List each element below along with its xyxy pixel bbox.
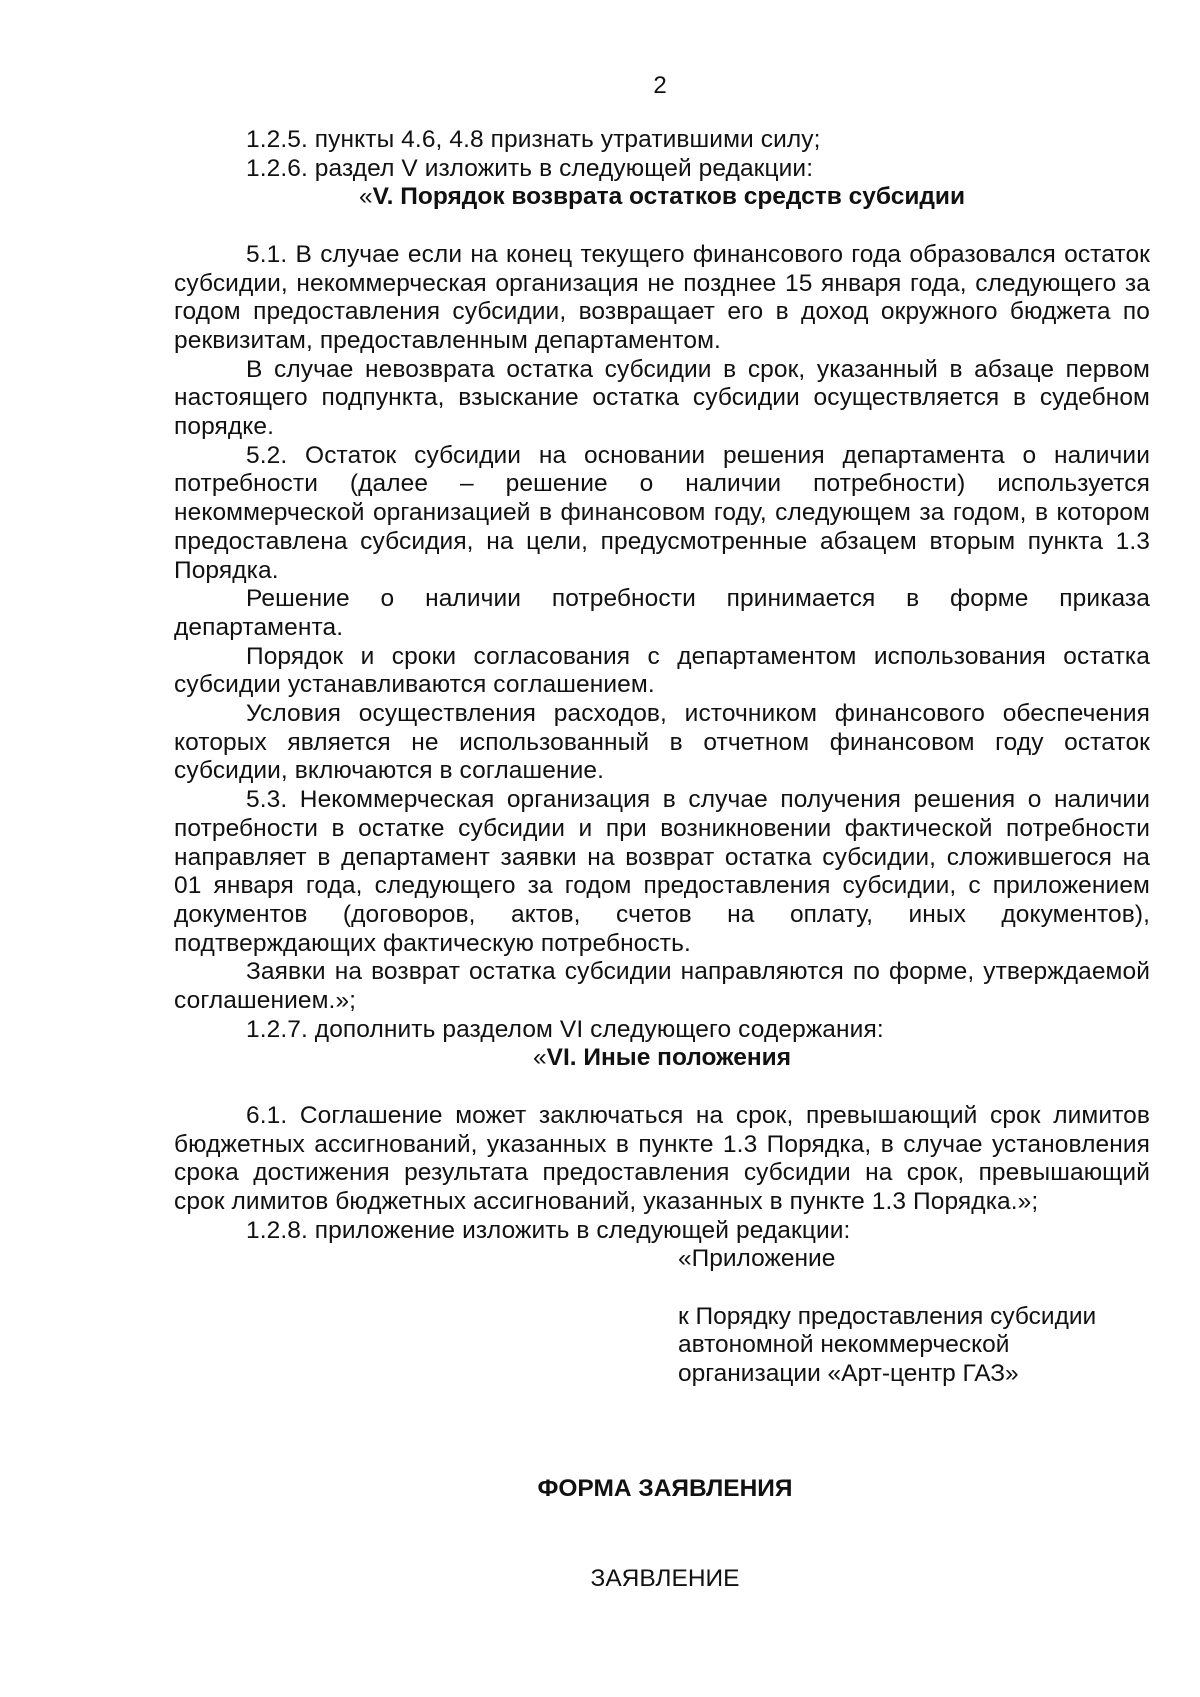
paragraph-5-1-b: В случае невозврата остатка субсидии в срок, указанный в абзаце первом настоящего подпункта, взыскание остатка субсидии осуществляется в судебном порядке.: [174, 355, 1150, 441]
appendix-line-3: организации «Арт-центр ГАЗ»: [678, 1360, 1019, 1388]
paragraph-5-1: 5.1. В случае если на конец текущего финансового года образовался остаток субсидии, некоммерческая организация не позднее 15 января года, следующего за годом предоставления субсидии, возвращает его в доход окружного бюджета по реквизитам, предоставленным департаментом.: [174, 240, 1150, 354]
form-title: ФОРМА ЗАЯВЛЕНИЯ: [537, 1475, 793, 1502]
section-5-quote: «: [358, 183, 373, 211]
section-6-quote: «: [532, 1044, 547, 1072]
item-1-2-6: 1.2.6. раздел V изложить в следующей редакции:: [246, 154, 814, 182]
section-5-title: V. Порядок возврата остатков средств субсидии: [372, 183, 966, 211]
document-body: [174, 126, 1150, 1389]
paragraph-5-2-d: Условия осуществления расходов, источником финансового обеспечения которых является не использованный в отчетном финансовом году остаток субсидии, включаются в соглашение.: [174, 700, 1150, 785]
spacer: [174, 1274, 1150, 1303]
page-number: 2: [653, 72, 667, 99]
appendix-label: «Приложение: [678, 1245, 836, 1273]
item-1-2-5: 1.2.5. пункты 4.6, 4.8 признать утратившими силу;: [246, 126, 821, 153]
paragraph-6-1: 6.1. Соглашение может заключаться на срок, превышающий срок лимитов бюджетных ассигнований, указанных в пункте 1.3 Порядка, в случае установления срока достижения результата предоставления субсидии на срок, превышающий срок лимитов бюджетных ассигнований, указанных в пункте 1.3 Порядка.»;: [174, 1101, 1150, 1215]
section-6-title: VI. Иные положения: [546, 1044, 792, 1072]
item-1-2-8: 1.2.8. приложение изложить в следующей редакции:: [246, 1216, 851, 1244]
paragraph-5-3: 5.3. Некоммерческая организация в случае получения решения о наличии потребности в остатке субсидии и при возникновении фактической потребности направляет в департамент заявки на возврат остатка субсидии, сложившегося на 01 января года, следующего за годом предоставления субсидии, с приложением документов (договоров, актов, счетов на оплату, иных документов), подтверждающих фактическую потребность.: [174, 786, 1150, 957]
paragraph-5-2: 5.2. Остаток субсидии на основании решения департамента о наличии потребности (далее – решение о наличии потребности) используется некоммерческой организацией в финансовом году, следующем за годом, в котором предоставлена субсидия, на цели, предусмотренные абзацем вторым пункта 1.3 Порядка.: [174, 441, 1150, 584]
paragraph-5-2-c: Порядок и сроки согласования с департаментом использования остатка субсидии устанавливаются соглашением.: [174, 642, 1150, 699]
appendix-line-2: автономной некоммерческой: [678, 1331, 1010, 1359]
paragraph-5-2-b: Решение о наличии потребности принимается в форме приказа департамента.: [174, 585, 1150, 641]
item-1-2-7: 1.2.7. дополнить разделом VI следующего содержания:: [246, 1015, 884, 1043]
appendix-line-1: к Порядку предоставления субсидии: [678, 1302, 1097, 1330]
spacer: [174, 212, 1150, 241]
section-6-heading: [174, 1044, 1150, 1073]
section-5-heading: [174, 183, 1150, 212]
paragraph-5-3-b: Заявки на возврат остатка субсидии направляются по форме, утверждаемой соглашением.»;: [174, 958, 1150, 1015]
document-title: ЗАЯВЛЕНИЕ: [590, 1565, 740, 1592]
spacer: [174, 1073, 1150, 1102]
